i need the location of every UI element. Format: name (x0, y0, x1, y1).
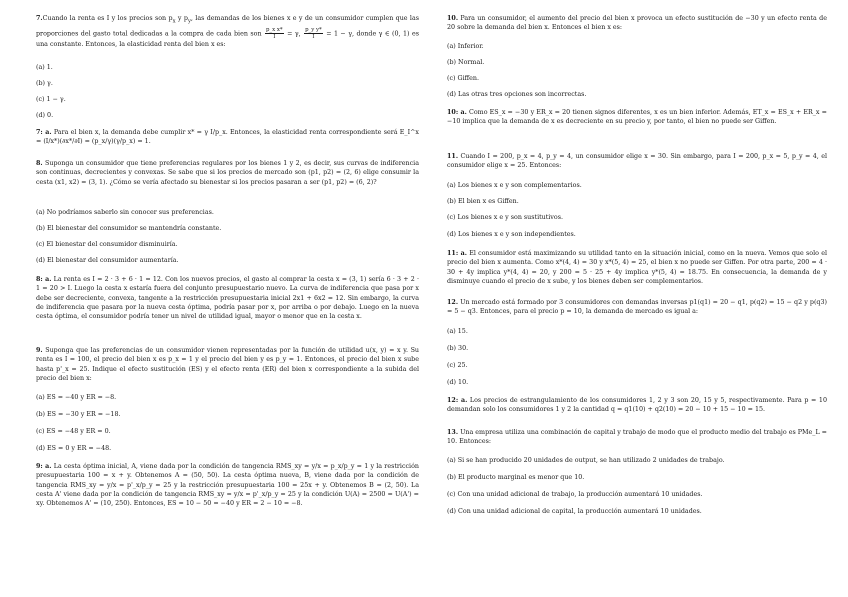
question-8-option-d: (d) El bienestar del consumidor aumentaría. (36, 257, 179, 264)
question-8-number: 8. (36, 160, 43, 167)
question-7-option-a: (a) 1. (36, 64, 53, 71)
question-10-option-b: (b) Normal. (447, 59, 485, 66)
fraction-share-x: $\frac{\text{p\_x x*}}{I}$ (265, 26, 283, 40)
answer-10: 10: a. Como ES_x = −30 y ER_x = 20 tienen signos diferentes, x es un bien inferior. Además, ET_x = ES_x + ER_x = −10 implica que la demanda de x es decreciente en su precio y, por tanto, el bien no puede ser Giffen. (447, 109, 827, 126)
question-12: 12. Un mercado está formado por 3 consumidores con demandas inversas p1(q1) = 20 − q1, p(q2) = 15 − q2 y p(q3) = 5 − q3. Entonces, para el precio p = 10, la demanda de mercado es igual a: (447, 299, 827, 316)
question-7: 7.Cuando la renta es I y los precios son $p_x$ y $p_y$, las demandas de los bienes x e y de un consumidor cumplen que las proporciones del gasto total dedicadas a la compra de cada bien son $\frac{\text{p\_x x*}}{I}$ = γ, $\frac{\text{p\_y y*}}{I}$ = 1 − γ, donde γ ∈ (0, 1) es una constante. Entonces, la elasticidad renta del bien x es: (36, 15, 419, 48)
question-12-option-c: (c) 25. (447, 362, 468, 369)
answer-7: 7: a. Para el bien x, la demanda debe cumplir x* = γ I/p_x. Entonces, la elasticidad renta correspondiente será E_I^x = (I/x*)(∂x*/∂I) = (p_x/γ)(γ/p_x) = 1. (36, 129, 419, 146)
question-11-number: 11. (447, 153, 459, 160)
question-13: 13. Una empresa utiliza una combinación de capital y trabajo de modo que el producto medio del trabajo es PMe_L = 10. Entonces: (447, 429, 827, 446)
question-8: 8. Suponga un consumidor que tiene preferencias regulares por los bienes 1 y 2, es decir, sus curvas de indiferencia son continuas, decrecientes y convexas. Se sabe que si los precios de mercado son (p1, p2) = (2, 6) elige consumir la cesta (x1, x2) = (3, 1). ¿Cómo se vería afectado su bienestar si los precios pasaran a ser (p1, p2) = (6, 2)? (36, 160, 419, 186)
question-8-option-c: (c) El bienestar del consumidor disminuiría. (36, 241, 178, 248)
question-11-option-c: (c) Los bienes x e y son sustitutivos. (447, 214, 563, 221)
question-9: 9. Suponga que las preferencias de un consumidor vienen representadas por la función de utilidad u(x, y) = x y. Su renta es I = 100, el precio del bien x es p_x = 1 y el precio del bien y es p_y = 1. Entonces, el precio del bien x sube hasta p'_x = 25. Indique el efecto sustitución (ES) y el efecto renta (ER) del bien x correspondiente a la subida del precio del bien x: (36, 347, 419, 382)
answer-8: 8: a. La renta es I = 2 · 3 + 6 · 1 = 12. Con los nuevos precios, el gasto al comprar la cesta x = (3, 1) sería 6 · 3 + 2 · 1 = 20 > I. Luego la cesta x estaría fuera del conjunto presupuestario nuevo. La curva de indiferencia que pasa por x debe ser decreciente, convexa, tangente a la restricción presupuestaria inicial 2x1 + 6x2 = 12. Sin embargo, la curva de indiferencia que pasara por la nueva cesta óptima, podría pasar por x, por arriba o por debajo. Luego en la nueva cesta óptima, el consumidor podría tener un nivel de utilidad igual, mayor o menor que en la cesta x. (36, 276, 419, 321)
question-11: 11. Cuando I = 200, p_x = 4, p_y = 4, un consumidor elige x = 30. Sin embargo, para I = 200, p_x = 5, p_y = 4, el consumidor elige x = 25. Entonces: (447, 153, 827, 170)
question-13-option-b: (b) El producto marginal es menor que 10. (447, 474, 585, 481)
answer-12: 12: a. Los precios de estrangulamiento de los consumidores 1, 2 y 3 son 20, 15 y 5, respectivamente. Para p = 10 demandan solo los consumidores 1 y 2 la cantidad q = q1(10) + q2(10) = 20 − 10 + 15 − 10 = 15. (447, 397, 827, 414)
question-7-option-b: (b) γ. (36, 80, 53, 87)
question-12-option-d: (d) 10. (447, 379, 469, 386)
question-10: 10. Para un consumidor, el aumento del precio del bien x provoca un efecto sustitución de −30 y un efecto renta de 20 sobre la demanda del bien x. Entonces el bien x es: (447, 15, 827, 32)
question-13-option-d: (d) Con una unidad adicional de capital, la producción aumentará 10 unidades. (447, 508, 702, 515)
question-7-option-d: (d) 0. (36, 112, 54, 119)
question-10-option-d: (d) Las otras tres opciones son incorrectas. (447, 91, 587, 98)
question-13-option-c: (c) Con una unidad adicional de trabajo, la producción aumentará 10 unidades. (447, 491, 703, 498)
fraction-share-y: $\frac{\text{p\_y y*}}{I}$ (305, 26, 322, 40)
answer-11-label: 11: a. (447, 250, 467, 257)
question-9-option-a: (a) ES = −40 y ER = −8. (36, 394, 117, 401)
question-8-option-b: (b) El bienestar del consumidor se mantendría constante. (36, 225, 222, 232)
answer-8-label: 8: a. (36, 276, 52, 283)
question-12-option-b: (b) 30. (447, 345, 469, 352)
question-10-option-c: (c) Giffen. (447, 75, 479, 82)
question-13-option-a: (a) Si se han producido 20 unidades de output, se han utilizado 2 unidades de trabajo. (447, 457, 725, 464)
question-10-number: 10. (447, 15, 459, 22)
answer-12-label: 12: a. (447, 397, 468, 404)
question-7-option-c: (c) 1 − γ. (36, 96, 66, 103)
question-11-option-d: (d) Los bienes x e y son independientes. (447, 231, 576, 238)
question-9-number: 9. (36, 347, 43, 354)
answer-7-label: 7: a. (36, 129, 52, 136)
question-9-option-b: (b) ES = −30 y ER = −18. (36, 411, 121, 418)
question-7-number: 7. (36, 15, 43, 22)
answer-11: 11: a. El consumidor está maximizando su utilidad tanto en la situación inicial, como en la nueva. Vemos que solo el precio del bien x aumenta. Como x*(4, 4) = 30 y x*(5, 4) = 25, el bien x no puede ser Giffen. Por otra parte, 200 = 4 · 30 + 4y implica y*(4, 4) = 20, y 200 = 5 · 25 + 4y implica y*(5, 4) = 18.75. En consecuencia, la demanda de y disminuye cuando el precio de x sube, y los bienes deben ser complementarios. (447, 250, 827, 285)
question-11-option-a: (a) Los bienes x e y son complementarios. (447, 182, 582, 189)
question-12-option-a: (a) 15. (447, 328, 468, 335)
question-10-option-a: (a) Inferior. (447, 43, 484, 50)
question-12-number: 12. (447, 299, 459, 306)
answer-9: 9: a. La cesta óptima inicial, A, viene dada por la condición de tangencia RMS_xy = y/x = p_x/p_y = 1 y la restricción presupuestaria 100 = x + y. Obtenemos A = (50, 50). La cesta óptima nueva, B, viene dada por la condición de tangencia RMS_xy = y/x = p'_x/p_y = 25 y la restricción presupuestaria 100 = 25x + y. Obtenemos B = (2, 50). La cesta A' viene dada por la condición de tangencia RMS_xy = y/x = p'_x/p_y = 25 y la condición U(A) = 2500 = U(A') = xy. Obtenemos A' = (10, 250). Entonces, ES = 10 − 50 = −40 y ER = 2 − 10 = −8. (36, 463, 419, 508)
question-11-option-b: (b) El bien x es Giffen. (447, 198, 519, 205)
answer-10-label: 10: a. (447, 109, 467, 116)
question-13-number: 13. (447, 429, 459, 436)
question-8-option-a: (a) No podríamos saberlo sin conocer sus preferencias. (36, 209, 214, 216)
answer-9-label: 9: a. (36, 463, 52, 470)
question-9-option-d: (d) ES = 0 y ER = −48. (36, 445, 112, 452)
question-9-option-c: (c) ES = −48 y ER = 0. (36, 428, 111, 435)
